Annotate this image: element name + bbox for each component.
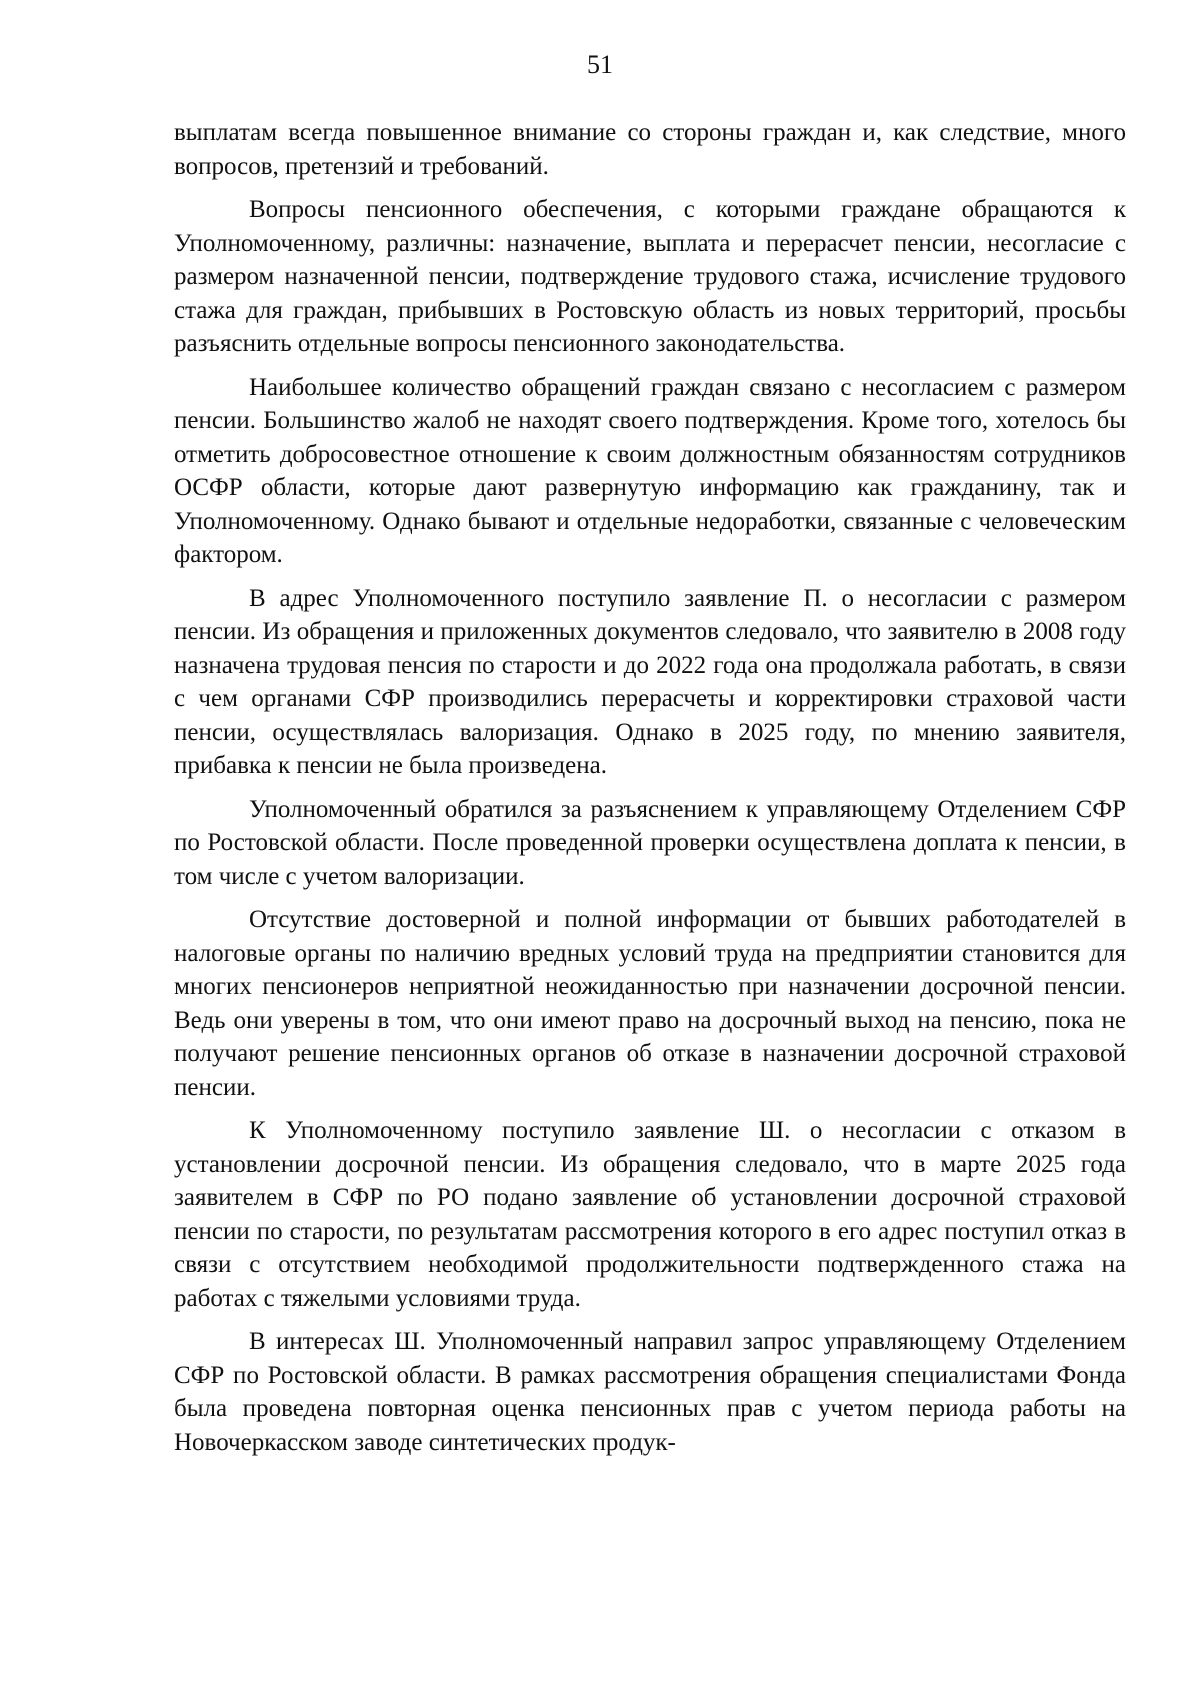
paragraph-5: Уполномоченный обратился за разъяснением к управляющему Отделением СФР по Ростовской области. После проведенной проверки осуществлена доплата к пенсии, в том числе с учетом валоризации. [174, 795, 1126, 890]
paragraph-3: Наибольшее количество обращений граждан связано с несогласием с размером пенсии. Большинство жалоб не находят своего подтверждения. Кроме того, хотелось бы отметить добросовестное отношение к своим должностным обязанностям сотрудников ОСФР области, которые дают развернутую информацию как гражданину, так и Уполномоченному. Однако бывают и отдельные недоработки, связанные с человеческим фактором. [174, 373, 1126, 568]
paragraph-7: К Уполномоченному поступило заявление Ш. о несогласии с отказом в установлении досрочной пенсии. Из обращения следовало, что в марте 2025 года заявителем в СФР по РО подано заявление об установлении досрочной страховой пенсии по старости, по результатам рассмотрения которого в его адрес поступил отказ в связи с отсутствием необходимой продолжительности подтвержденного стажа на работах с тяжелыми условиями труда. [174, 1117, 1126, 1312]
paragraph-4: В адрес Уполномоченного поступило заявление П. о несогласии с размером пенсии. Из обращения и приложенных документов следовало, что заявителю в 2008 году назначена трудовая пенсия по старости и до 2022 года она продолжала работать, в связи с чем органами СФР производились перерасчеты и корректировки страховой части пенсии, осуществлялась валоризация. Однако в 2025 году, по мнению заявителя, прибавка к пенсии не была произведена. [174, 584, 1126, 779]
paragraph-8: В интересах Ш. Уполномоченный направил запрос управляющему Отделением СФР по Ростовской области. В рамках рассмотрения обращения специалистами Фонда была проведена повторная оценка пенсионных прав с учетом периода работы на Новочеркасском заводе синтетических продук- [174, 1328, 1126, 1456]
paragraph-2: Вопросы пенсионного обеспечения, с которыми граждане обращаются к Уполномоченному, различны: назначение, выплата и перерасчет пенсии, несогласие с размером назначенной пенсии, подтверждение трудового стажа, исчисление трудового стажа для граждан, прибывших в Ростовскую область из новых территорий, просьбы разъяснить отдельные вопросы пенсионного законодательства. [174, 196, 1126, 357]
paragraph-1: выплатам всегда повышенное внимание со стороны граждан и, как следствие, много вопросов, претензий и требований. [174, 119, 1126, 180]
paragraph-6: Отсутствие достоверной и полной информации от бывших работодателей в налоговые органы по наличию вредных условий труда на предприятии становится для многих пенсионеров неприятной неожиданностью при назначении досрочной пенсии. Ведь они уверены в том, что они имеют право на досрочный выход на пенсию, пока не получают решение пенсионных органов об отказе в назначении досрочной страховой пенсии. [174, 906, 1126, 1101]
body-text [174, 116, 1126, 1469]
page-number: 51 [587, 50, 613, 79]
